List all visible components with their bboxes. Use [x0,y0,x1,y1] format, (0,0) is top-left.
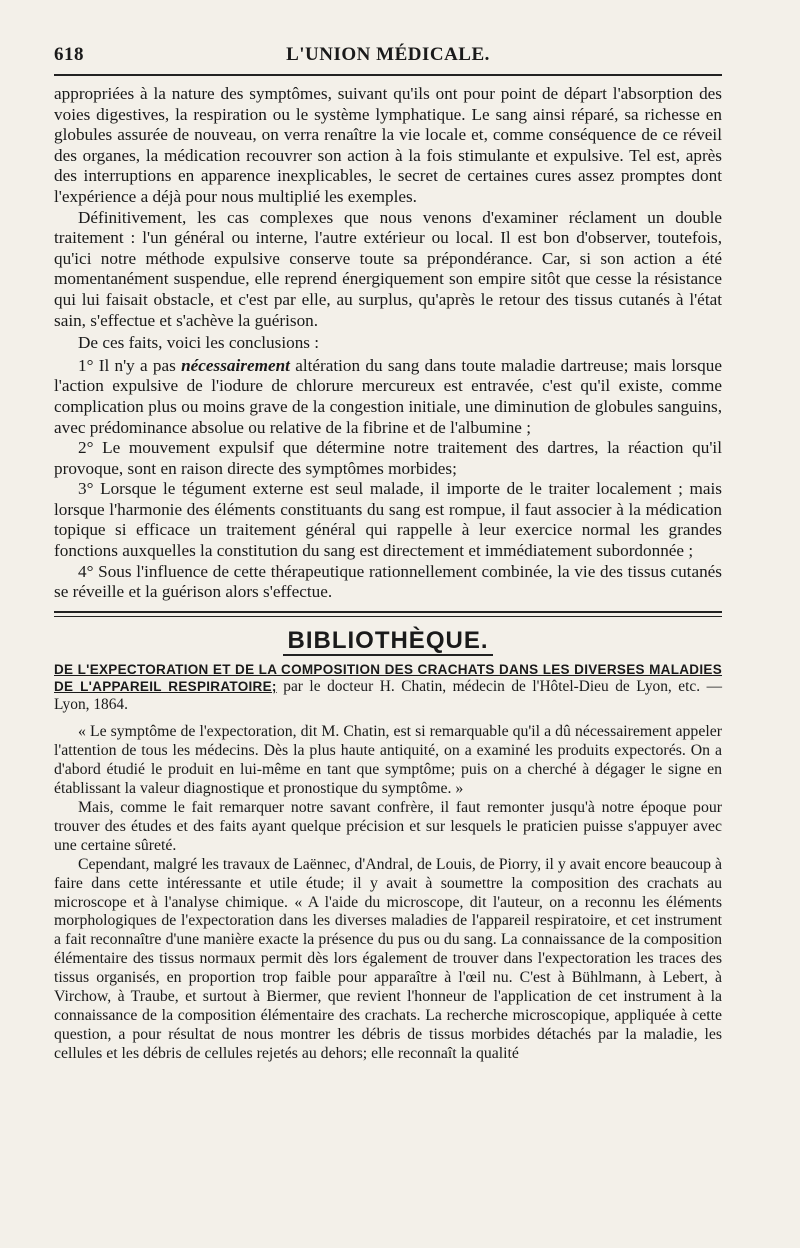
review-book-title: DE L'EXPECTORATION ET DE LA COMPOSITION DES CRACHATS DANS LES DIVERSES MALADIES DE L'APPAREIL RESPIRATOIRE; [54,661,722,695]
running-head [54,38,722,68]
review-paragraph-2: Mais, comme le fait remarquer notre savant confrère, il faut remonter jusqu'à notre époque pour trouver des études et des faits ayant quelque précision et sur lesquels le praticien puisse s'appuyer avec une certaine sûreté. [54,798,722,854]
conclusion-3: 3° Lorsque le tégument externe est seul malade, il importe de le traiter localement ; mais lorsque l'harmonie des éléments constituants du sang est rompue, il faut associer à la médication topique si efficace un traitement général qui rappelle à leur exercice normal les grandes fonctions auxquelles la constitution du sang est directement et immédiatement subordonnée ; [54,479,722,561]
conclusion-1-end: altération du sang dans toute maladie dartreuse; mais lorsque l'action expulsive de l'iodure de chlorure mercureux est entravée, c'est qu'il existe, comme complication plus ou moins grave de la congestion initiale, une diminution de globules sanguins, avec prédominance absolue ou relative de la fibrine et de l'albumine ; [54,355,722,437]
conclusion-4: 4° Sous l'influence de cette thérapeutique rationnellement combinée, la vie des tissus cutanés se réveille et la guérison alors s'effectue. [54,561,722,602]
review-paragraph-3: Cependant, malgré les travaux de Laënnec, d'Andral, de Louis, de Piorry, il y avait encore beaucoup à faire dans cette intéressante et utile étude; il y avait à soumettre la composition des crachats au microscope et à l'analyse chimique. « A l'aide du microscope, dit l'auteur, on a reconnu les éléments morphologiques de l'expectoration dans les diverses maladies de l'appareil respiratoire, et cet instrument a fait reconnaître d'une manière exacte la présence du pus ou du sang. La connaissance de la composition élémentaire des tissus normaux permit dès lors également de trouver dans l'expectoration les traces des tissus organisés, en proportion trop faible pour apparaître à l'œil nu. C'est à Bühlmann, à Lebert, à Virchow, à Traube, et surtout à Biermer, que revient l'honneur de l'application de cet instrument à la connaissance de la composition élémentaire des crachats. La recherche microscopique, appliquée à cette question, a pour résultat de nous montrer les débris de tissus morbides détachés par la maladie, les cellules et les débris de cellules rejetés au dehors; elle reconnaît la qualité [54,855,722,1062]
section-rule-thin [54,616,722,617]
section-title-text: BIBLIOTHÈQUE. [283,627,492,656]
conclusion-1-emphasis: nécessairement [181,355,290,375]
section-rule-top [54,611,722,613]
page-number: 618 [54,44,84,65]
header-rule [54,74,722,76]
review-paragraph-1: « Le symptôme de l'expectoration, dit M. Chatin, est si remarquable qu'il a dû nécessairement appeler l'attention de tous les médecins. Dès la plus haute antiquité, on a examiné les produits expectorés. On a d'abord étudié le produit en lui-même en tant que symptôme; puis on a cherché à dégager le signe en établissant la valeur diagnostique et pronostique du symptôme. » [54,723,722,798]
paragraph-3: De ces faits, voici les conclusions : [78,333,320,353]
review-heading [54,661,722,714]
journal-title: L'UNION MÉDICALE. [286,44,490,65]
review-body [54,723,722,1063]
article-body [54,84,722,603]
conclusion-2: 2° Le mouvement expulsif que détermine notre traitement des dartres, la réaction qu'il provoque, sont en raison directe des symptômes morbides; [54,438,722,478]
conclusion-1 [54,356,722,438]
review-book-author: par le docteur H. Chatin, médecin de l'Hôtel-Dieu de Lyon, etc. — Lyon, 1864. [54,678,723,713]
section-title [54,627,722,655]
paragraph-2: Définitivement, les cas complexes que nous venons d'examiner réclament un double traitement : l'un général ou interne, l'autre extérieur ou local. Il est bon d'observer, toutefois, qu'ici notre méthode expulsive conserve toute sa prépondérance. Car, si son action a été momentanément suspendue, elle reprend énergiquement son empire sitôt que cesse la résistance qui lui faisait obstacle, et c'est par elle, au surplus, qu'après le retour des tissus cutanés à l'état sain, s'effectue et s'achève la guérison. [54,207,722,330]
paragraph-1: appropriées à la nature des symptômes, suivant qu'ils ont pour point de départ l'absorption des voies digestives, la respiration ou le système lymphatique. Le sang ainsi réparé, sa richesse en globules assurée de nouveau, on verra renaître la vie locale et, comme conséquence de ce réveil des organes, la médication recouvrer son action à la fois stimulante et expulsive. Tel est, après des interruptions en apparence inexplicables, le secret de certaines cures assez promptes dont l'expérience a déjà pour nous multiplié les exemples. [54,84,722,206]
conclusion-1-start: 1° Il n'y a pas [78,355,182,375]
